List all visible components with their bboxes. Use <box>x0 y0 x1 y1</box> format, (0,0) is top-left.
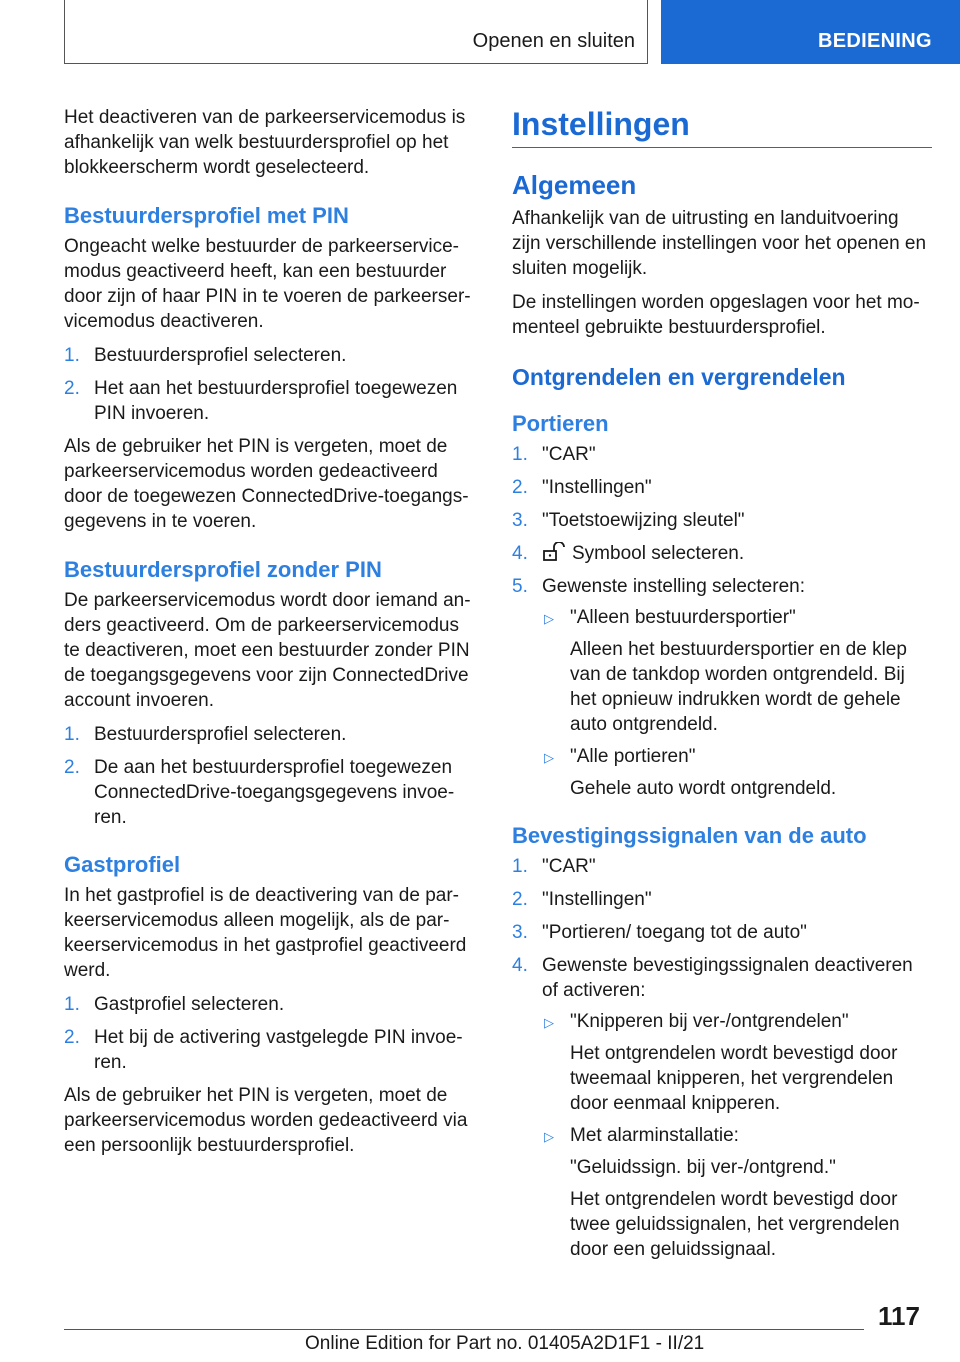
triangle-right-icon: ▷ <box>544 1015 554 1030</box>
option-list <box>542 1009 932 1262</box>
step-number: 1. <box>64 724 80 745</box>
step-list <box>512 854 932 1262</box>
list-item <box>512 887 932 912</box>
option-label: Met alarminstallatie: <box>570 1125 739 1146</box>
step-number: 4. <box>512 543 528 564</box>
option-item <box>542 1009 932 1116</box>
paragraph: Ongeacht welke bestuurder de parkeerservice-modus geactiveerd heeft, kan een bestuurder door zijn of haar PIN in te voeren de parkeerser-vicemodus deactiveren. <box>64 236 471 332</box>
step-text: De aan het bestuurdersprofiel toegewezen ConnectedDrive-toegangsgegevens invoe-ren. <box>94 757 455 828</box>
step-number: 3. <box>512 922 528 943</box>
list-item <box>512 475 932 500</box>
paragraph: Als de gebruiker het PIN is vergeten, moet de parkeerservicemodus worden gedeactiveerd via een persoonlijk bestuurdersprofiel. <box>64 1085 468 1156</box>
list-item <box>512 854 932 879</box>
step-number: 2. <box>512 477 528 498</box>
option-item <box>542 1123 932 1262</box>
step-text: Symbool selecteren. <box>572 543 745 564</box>
step-number: 2. <box>512 889 528 910</box>
heading-settings: Instellingen <box>512 105 932 148</box>
step-text: Bestuurdersprofiel selecteren. <box>94 345 347 366</box>
step-text: Gewenste instelling selecteren: <box>542 576 805 597</box>
step-text: "Instellingen" <box>542 889 652 910</box>
right-column <box>512 105 932 1270</box>
triangle-right-icon: ▷ <box>544 1129 554 1144</box>
footer-edition: Online Edition for Part no. 01405A2D1F1 - II/21 <box>305 1333 705 1354</box>
step-number: 2. <box>64 1027 80 1048</box>
paragraph: Afhankelijk van de uitrusting en landuitvoering zijn verschillende instellingen voor het openen en sluiten mogelijk. <box>512 208 927 279</box>
list-item <box>64 376 478 426</box>
list-item <box>64 343 478 368</box>
header-section-box <box>64 0 648 64</box>
intro-paragraph: Het deactiveren van de parkeerservicemodus is afhankelijk van welk bestuurdersprofiel op het blokkeerscherm wordt geselecteerd. <box>64 107 466 178</box>
step-text: "CAR" <box>542 444 596 465</box>
paragraph: Als de gebruiker het PIN is vergeten, moet de parkeerservicemodus worden gedeactiveerd door de toegewezen ConnectedDrive-toegangs-gegevens in te voeren. <box>64 436 469 532</box>
step-text: Gastprofiel selecteren. <box>94 994 285 1015</box>
heading-guest-profile: Gastprofiel <box>64 852 181 877</box>
step-text: Het aan het bestuurdersprofiel toegewezen PIN invoeren. <box>94 378 458 424</box>
option-label: "Alle portieren" <box>570 746 696 767</box>
step-number: 4. <box>512 955 528 976</box>
step-number: 2. <box>64 378 80 399</box>
triangle-right-icon: ▷ <box>544 750 554 765</box>
left-column <box>64 105 478 1167</box>
list-item <box>512 920 932 945</box>
step-text: Bestuurdersprofiel selecteren. <box>94 724 347 745</box>
step-text: Gewenste bevestigingssignalen deactiveren of activeren: <box>542 955 913 1001</box>
step-text: "Toetstoewijzing sleutel" <box>542 510 745 531</box>
unlock-icon <box>542 542 566 562</box>
option-description: "Geluidssign. bij ver-/ontgrend." <box>570 1157 836 1178</box>
option-label: "Knipperen bij ver-/ontgrendelen" <box>570 1011 849 1032</box>
step-number: 5. <box>512 576 528 597</box>
step-list <box>64 992 478 1075</box>
option-list <box>542 605 932 801</box>
step-list <box>64 343 478 426</box>
step-list <box>512 442 932 801</box>
list-item <box>512 508 932 533</box>
heading-doors: Portieren <box>512 411 609 436</box>
list-item <box>64 992 478 1017</box>
triangle-right-icon: ▷ <box>544 611 554 626</box>
list-item <box>64 755 478 830</box>
option-description: Gehele auto wordt ontgrendeld. <box>570 778 837 799</box>
list-item <box>512 574 932 801</box>
paragraph: De instellingen worden opgeslagen voor het mo-menteel gebruikte bestuurdersprofiel. <box>512 292 920 338</box>
step-number: 1. <box>64 345 80 366</box>
step-number: 2. <box>64 757 80 778</box>
step-text: "Portieren/ toegang tot de auto" <box>542 922 807 943</box>
option-description: Alleen het bestuurdersportier en de klep van de tankdop worden ontgrendeld. Bij het opnieuw indrukken wordt de gehele auto ontgrendeld. <box>570 639 907 735</box>
heading-profile-without-pin: Bestuurdersprofiel zonder PIN <box>64 557 382 582</box>
list-item <box>512 953 932 1262</box>
header-chapter-tab: BEDIENING <box>661 0 960 64</box>
heading-confirmation-signals: Bevestigingssignalen van de auto <box>512 823 867 848</box>
step-number: 1. <box>512 856 528 877</box>
option-description: Het ontgrendelen wordt bevestigd door twee geluidssignalen, het vergrendelen door een geluidssignaal. <box>570 1189 900 1260</box>
header-section-title: Openen en sluiten <box>472 30 635 52</box>
paragraph: In het gastprofiel is de deactivering van de par-keerservicemodus alleen mogelijk, als de par-keerservicemodus in het gastprofiel geactiveerd werd. <box>64 885 467 981</box>
heading-general: Algemeen <box>512 170 637 200</box>
option-description: Het ontgrendelen wordt bevestigd door tweemaal knipperen, het vergrendelen door eenmaal knipperen. <box>570 1043 898 1114</box>
list-item <box>512 541 932 566</box>
option-label: "Alleen bestuurdersportier" <box>570 607 796 628</box>
step-text: "CAR" <box>542 856 596 877</box>
option-item <box>542 744 932 801</box>
list-item <box>64 1025 478 1075</box>
step-list <box>64 722 478 830</box>
paragraph: De parkeerservicemodus wordt door iemand an-ders geactiveerd. Om de parkeerservicemodus te deactiveren, moet een bestuurder zonder PIN de toegangsgegevens voor zijn ConnectedDrive account invoeren. <box>64 590 471 711</box>
step-number: 1. <box>512 444 528 465</box>
step-number: 1. <box>64 994 80 1015</box>
heading-profile-with-pin: Bestuurdersprofiel met PIN <box>64 203 349 228</box>
footer-divider <box>64 1329 864 1330</box>
step-text: "Instellingen" <box>542 477 652 498</box>
heading-lock-unlock: Ontgrendelen en vergrendelen <box>512 364 846 390</box>
list-item <box>64 722 478 747</box>
step-text: Het bij de activering vastgelegde PIN invoe-ren. <box>94 1027 463 1073</box>
option-item <box>542 605 932 737</box>
list-item <box>512 442 932 467</box>
page-number: 117 <box>878 1301 920 1331</box>
step-number: 3. <box>512 510 528 531</box>
